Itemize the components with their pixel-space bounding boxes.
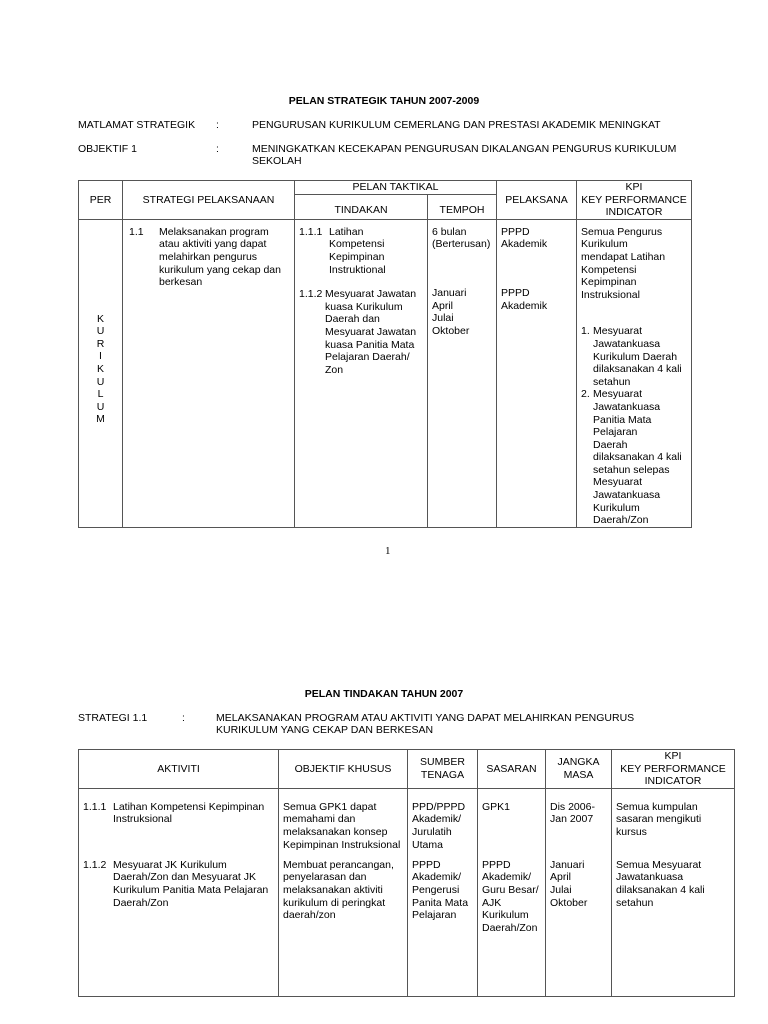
strategi-line: atau aktiviti yang dapat <box>159 238 267 251</box>
page1-title: PELAN STRATEGIK TAHUN 2007-2009 <box>288 95 480 107</box>
tempoh-line: Januari <box>432 286 467 299</box>
kpi2-line: setahun <box>616 896 654 909</box>
tindakan-line: Mesyuarat Jawatan <box>325 325 417 338</box>
aktiviti-line: Daerah/Zon <box>113 896 169 909</box>
tindakan-text <box>329 226 386 276</box>
objektif-colon: : <box>216 143 219 155</box>
kpi-line: Jawatankuasa Kurikulum <box>593 489 661 514</box>
strategi-line: Melaksanakan program <box>159 225 269 238</box>
header-strategi: STRATEGI PELAKSANAAN <box>123 181 295 220</box>
objektif-line: melaksanakan konsep <box>283 825 388 838</box>
per-letter: U <box>96 375 105 388</box>
aktiviti-line: Latihan Kompetensi Kepimpinan <box>113 800 265 813</box>
objektif-label: OBJEKTIF 1 <box>78 143 137 155</box>
tindakan-item-2 <box>299 288 425 376</box>
jangka-line: Oktober <box>550 896 588 909</box>
sasaran-line: PPPD <box>482 858 511 871</box>
header-sumber-line2: TENAGA <box>420 768 465 781</box>
kpi-cell <box>577 219 692 527</box>
kpi-line: Panitia Mata Pelajaran <box>593 413 652 439</box>
kpi-paragraph <box>581 226 689 302</box>
per-letter: K <box>96 312 104 325</box>
sumber-line: Pengerusi <box>412 883 460 896</box>
tindakan-line: Instruktional <box>329 263 386 276</box>
sasaran-line: Guru Besar/ <box>482 883 539 896</box>
strategi-value-line2: KURIKULUM YANG CEKAP DAN BERKESAN <box>216 724 434 736</box>
kpi-line: mendapat Latihan Kompetensi <box>581 250 666 276</box>
per-letter: R <box>96 337 105 350</box>
sumber-item-2 <box>412 859 475 922</box>
tempoh-line: (Berterusan) <box>432 238 491 251</box>
header-kpi <box>612 750 735 789</box>
kpi2-line: Semua Mesyuarat <box>616 858 702 871</box>
pelaksana-cell <box>497 219 577 527</box>
per-cell <box>79 219 123 527</box>
per-letter: L <box>97 388 104 401</box>
tindakan-line: Kepimpinan <box>329 250 385 263</box>
header-jangka-line2: MASA <box>563 768 594 781</box>
kpi-line: Kurikulum Daerah <box>593 350 678 363</box>
tempoh-line: April <box>432 299 454 312</box>
strategi-line: berkesan <box>159 276 203 289</box>
sumber-line: Jurulatih <box>412 825 452 838</box>
sasaran-item-1 <box>482 801 543 859</box>
objektif-line: kurikulum di peringkat <box>283 896 386 909</box>
tempoh-line: 6 bulan <box>432 225 467 238</box>
tindakan-line: Mesyuarat Jawatan <box>325 288 417 301</box>
tempoh-line: Oktober <box>432 324 470 337</box>
aktiviti-num: 1.1.1 <box>83 800 107 813</box>
per-vertical-text <box>79 313 122 434</box>
objektif-item-2 <box>283 859 405 922</box>
per-letter: U <box>96 400 105 413</box>
objektif-line: daerah/zon <box>283 909 336 922</box>
pelaksana-line: PPPD <box>501 225 530 238</box>
header-kpi-line3: INDICATOR <box>605 206 663 219</box>
sasaran-item-2 <box>482 859 543 935</box>
tempoh-item-1 <box>432 226 494 251</box>
tindakan-line: Kompetensi <box>329 238 385 251</box>
strategi-cell <box>123 219 295 527</box>
objektif-cell <box>279 788 408 996</box>
per-letter: K <box>96 363 104 376</box>
sumber-line: Akademik/ <box>412 871 462 884</box>
objektif-value-line1: MENINGKATKAN KECEKAPAN PENGURUSAN DIKALANGAN PENGURUS KURIKULUM <box>252 143 677 155</box>
header-tempoh: TEMPOH <box>428 195 497 220</box>
strategi-colon: : <box>182 712 185 724</box>
header-kpi-line2: KEY PERFORMANCE <box>581 193 687 206</box>
matlamat-value: PENGURUSAN KURIKULUM CEMERLANG DAN PRESTASI AKADEMIK MENINGKAT <box>252 119 661 131</box>
header-objektif-khusus: OBJEKTIF KHUSUS <box>279 750 408 789</box>
per-letter: I <box>99 350 102 363</box>
kpi-line: Mesyuarat Jawatankuasa <box>593 388 661 413</box>
aktiviti-text <box>113 859 268 909</box>
kpi-list-num: 2. <box>581 388 590 401</box>
aktiviti-line: Kurikulum Panitia Mata Pelajaran <box>113 883 269 896</box>
sumber-line: PPPD <box>412 858 441 871</box>
jangka-item-1 <box>550 801 609 859</box>
header-tindakan: TINDAKAN <box>295 195 428 220</box>
kpi-line: dilaksanakan 4 kali setahun <box>593 363 682 388</box>
kpi-list-num: 1. <box>581 325 590 338</box>
pelan-tindakan-table <box>78 749 735 997</box>
header-sumber-tenaga <box>408 750 478 789</box>
pelaksana-line: Akademik <box>501 299 548 312</box>
header-pelan-taktikal: PELAN TAKTIKAL <box>295 181 497 195</box>
header-kpi-line3: INDICATOR <box>644 775 702 788</box>
kpi2-line: kursus <box>616 825 647 838</box>
objektif-line: memahami dan <box>283 813 356 826</box>
jangka-line: Jan 2007 <box>550 813 594 826</box>
aktiviti-line: Daerah/Zon dan Mesyuarat JK <box>113 871 256 884</box>
tindakan-cell <box>295 219 428 527</box>
header-kpi-line1: KPI <box>625 181 643 193</box>
pelaksana-line: Akademik <box>501 238 548 251</box>
sasaran-line: Akademik/ <box>482 871 532 884</box>
aktiviti-line: Mesyuarat JK Kurikulum <box>113 858 227 871</box>
matlamat-label: MATLAMAT STRATEGIK <box>78 119 196 131</box>
kpi-list-text <box>593 325 689 388</box>
objektif-line: Kepimpinan Instruksional <box>283 838 401 851</box>
sumber-item-1 <box>412 801 475 859</box>
pelaksana-item-2 <box>501 287 574 312</box>
strategi-label: STRATEGI 1.1 <box>78 712 148 724</box>
header-pelaksana: PELAKSANA <box>497 181 577 220</box>
objektif-value-line2: SEKOLAH <box>252 155 302 167</box>
sasaran-line: Daerah/Zon <box>482 921 538 934</box>
sumber-line: Pelajaran <box>412 909 457 922</box>
aktiviti-line: Instruksional <box>113 813 172 826</box>
header-aktiviti: AKTIVITI <box>79 750 279 789</box>
jangka-cell <box>546 788 612 996</box>
aktiviti-text <box>113 801 264 859</box>
kpi2-item-1 <box>616 801 732 859</box>
sumber-line: Panita Mata <box>412 896 469 909</box>
aktiviti-cell <box>79 788 279 996</box>
kpi2-line: Semua kumpulan <box>616 800 698 813</box>
tindakan-text <box>325 288 416 376</box>
per-letter: U <box>96 325 105 338</box>
strategi-text <box>159 226 290 289</box>
tindakan-line: kuasa Kurikulum <box>325 300 403 313</box>
kpi2-line: Jawatankuasa <box>616 871 684 884</box>
header-per: PER <box>79 181 123 220</box>
sumber-line: Akademik/ <box>412 813 462 826</box>
strategi-line: kurikulum yang cekap dan <box>159 263 281 276</box>
strategi-row <box>78 712 698 740</box>
pelaksana-line: PPPD <box>501 286 530 299</box>
jangka-item-2 <box>550 859 609 909</box>
kpi-list-item-2 <box>581 388 689 527</box>
matlamat-row <box>78 119 698 133</box>
objektif-item-1 <box>283 801 405 859</box>
kpi-line: Daerah/Zon <box>593 514 649 527</box>
kpi2-line: sasaran mengikuti <box>616 813 702 826</box>
header-kpi <box>577 181 692 220</box>
kpi2-line: dilaksanakan 4 kali <box>616 883 705 896</box>
objektif-line: melaksanakan aktiviti <box>283 883 383 896</box>
objektif-line: Semua GPK1 dapat <box>283 800 377 813</box>
tindakan-num: 1.1.2 <box>299 288 323 301</box>
kpi2-cell <box>612 788 735 996</box>
aktiviti-item-1 <box>83 801 276 859</box>
strategi-line: melahirkan pengurus <box>159 250 258 263</box>
tindakan-line: Latihan <box>329 225 364 238</box>
sumber-cell <box>408 788 478 996</box>
kpi-line: Daerah dilaksanakan 4 kali <box>593 438 682 464</box>
tempoh-item-2 <box>432 287 494 337</box>
header-jangka-line1: JANGKA <box>557 756 600 769</box>
sumber-line: Utama <box>412 838 443 851</box>
header-jangka-masa <box>546 750 612 789</box>
kpi-list-text <box>593 388 689 527</box>
tindakan-item-1 <box>299 226 425 276</box>
header-sasaran: SASARAN <box>478 750 546 789</box>
tempoh-line: Julai <box>432 312 454 325</box>
objektif-line: Membuat perancangan, <box>283 858 394 871</box>
sasaran-line: AJK <box>482 896 502 909</box>
kpi2-item-2 <box>616 859 732 909</box>
header-kpi-line2: KEY PERFORMANCE <box>620 762 726 775</box>
header-kpi-line1: KPI <box>664 750 682 762</box>
kpi-line: Semua Pengurus Kurikulum <box>581 225 663 251</box>
kpi-line: Kepimpinan Instruksional <box>581 276 640 301</box>
tindakan-line: Zon <box>325 363 344 376</box>
sasaran-line: GPK1 <box>482 800 511 813</box>
tempoh-cell <box>428 219 497 527</box>
tindakan-num: 1.1.1 <box>299 225 323 238</box>
objektif-row <box>78 143 698 171</box>
kpi-list-item-1 <box>581 325 689 388</box>
sasaran-cell <box>478 788 546 996</box>
tindakan-line: Daerah dan <box>325 313 380 326</box>
jangka-line: Dis 2006- <box>550 800 595 813</box>
sasaran-line: Kurikulum <box>482 909 529 922</box>
objektif-line: penyelarasan dan <box>283 871 367 884</box>
strategi-value-line1: MELAKSANAKAN PROGRAM ATAU AKTIVITI YANG DAPAT MELAHIRKAN PENGURUS <box>216 712 635 724</box>
matlamat-colon: : <box>216 119 219 131</box>
pelan-strategik-table <box>78 180 692 528</box>
page2-title: PELAN TINDAKAN TAHUN 2007 <box>304 688 464 700</box>
pelaksana-item-1 <box>501 226 574 251</box>
strategi-num: 1.1 <box>129 225 144 238</box>
jangka-line: Julai <box>550 883 572 896</box>
kpi-line: Mesyuarat Jawatankuasa <box>593 325 661 350</box>
jangka-line: April <box>550 871 572 884</box>
tindakan-line: Pelajaran Daerah/ <box>325 351 410 364</box>
header-sumber-line1: SUMBER <box>420 756 465 769</box>
aktiviti-item-2 <box>83 859 276 909</box>
sumber-line: PPD/PPPD <box>412 800 466 813</box>
page-number: 1 <box>385 545 391 557</box>
per-letter: M <box>96 413 105 426</box>
tindakan-line: kuasa Panitia Mata <box>325 338 415 351</box>
jangka-line: Januari <box>550 858 585 871</box>
aktiviti-num: 1.1.2 <box>83 858 107 871</box>
kpi-line: setahun selepas Mesyuarat <box>593 463 670 489</box>
